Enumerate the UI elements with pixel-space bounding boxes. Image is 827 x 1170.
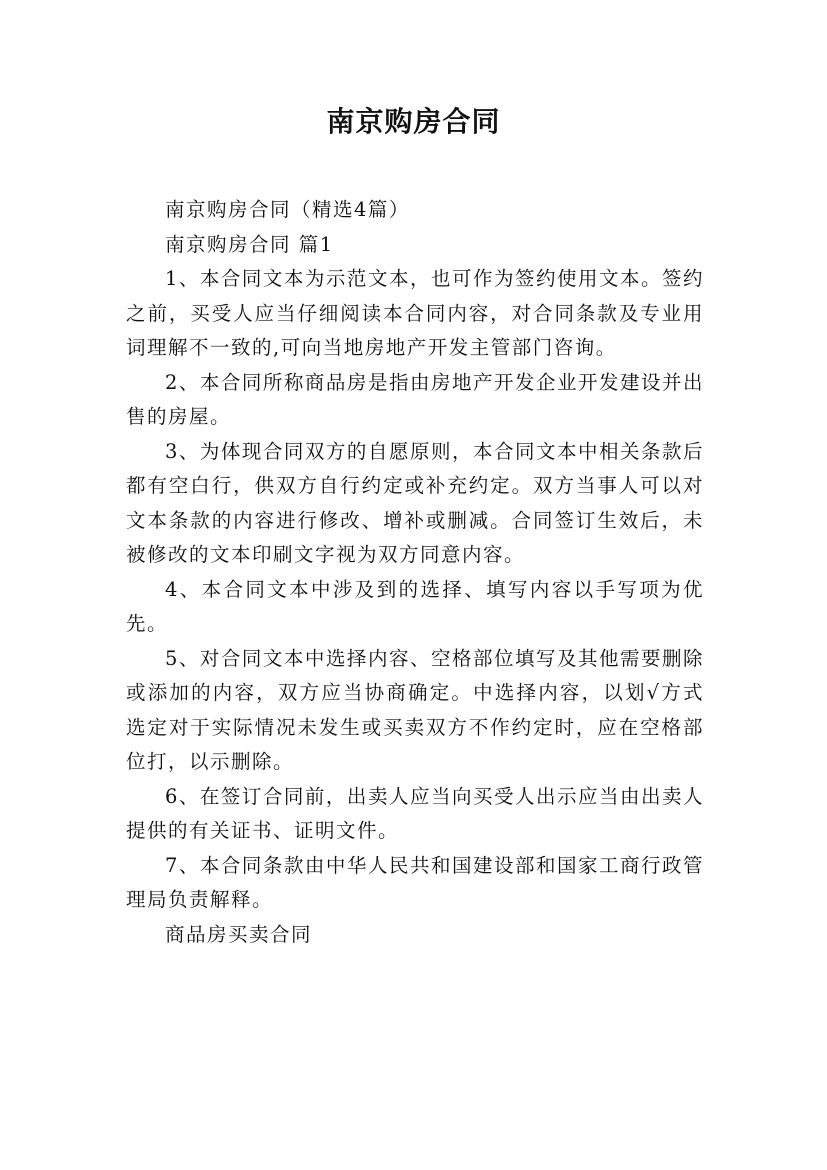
paragraph-item-4: 4、本合同文本中涉及到的选择、填写内容以手写项为优先。 xyxy=(126,577,704,635)
paragraph-section-heading: 南京购房合同 篇1 xyxy=(165,232,334,256)
document-body xyxy=(126,193,704,952)
paragraph-item-1: 1、本合同文本为示范文本，也可作为签约使用文本。签约之前，买受人应当仔细阅读本合同内容，对合同条款及专业用词理解不一致的,可向当地房地产开发主管部门咨询。 xyxy=(126,267,704,359)
paragraph-contract-heading: 商品房买卖合同 xyxy=(165,922,313,946)
paragraph-item-5: 5、对合同文本中选择内容、空格部位填写及其他需要删除或添加的内容，双方应当协商确定。中选择内容，以划√方式选定对于实际情况未发生或买卖双方不作约定时，应在空格部位打，以示删除。 xyxy=(126,646,704,773)
paragraph-subtitle: 南京购房合同（精选4篇） xyxy=(165,198,410,221)
document-title: 南京购房合同 xyxy=(326,105,501,138)
paragraph-item-6: 6、在签订合同前，出卖人应当向买受人出示应当由出卖人提供的有关证书、证明文件。 xyxy=(126,784,704,842)
paragraph-item-2: 2、本合同所称商品房是指由房地产开发企业开发建设并出售的房屋。 xyxy=(126,370,704,428)
paragraph-item-7: 7、本合同条款由中华人民共和国建设部和国家工商行政管理局负责解释。 xyxy=(126,853,704,911)
paragraph-item-3: 3、为体现合同双方的自愿原则，本合同文本中相关条款后都有空白行，供双方自行约定或补充约定。双方当事人可以对文本条款的内容进行修改、增补或删减。合同签订生效后，未被修改的文本印刷文字视为双方同意内容。 xyxy=(126,439,704,566)
